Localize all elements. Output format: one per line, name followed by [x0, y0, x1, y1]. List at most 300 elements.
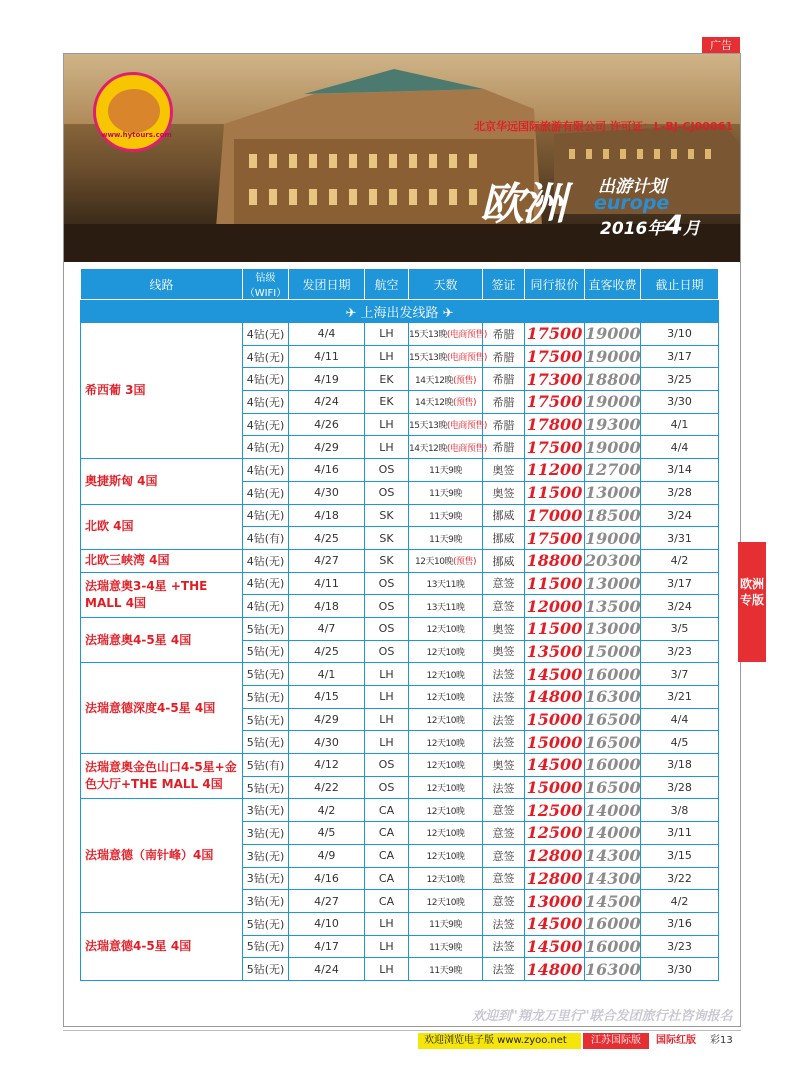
airline-code: CA — [365, 844, 409, 867]
footer-brand: 国际红版 — [656, 1035, 696, 1046]
section-row — [81, 300, 719, 323]
departure-date: 4/22 — [289, 776, 365, 799]
visa-type: 奥签 — [483, 754, 525, 777]
diamond-level: 3钻(无) — [243, 844, 289, 867]
peer-price: 13500 — [525, 640, 585, 663]
route-name: 法瑞意德4-5星 4国 — [81, 912, 243, 980]
direct-price: 13500 — [585, 596, 641, 616]
trip-days: 12天10晚 — [426, 761, 465, 772]
diamond-level: 3钻(无) — [243, 799, 289, 822]
ad-label: 广告 — [702, 37, 740, 54]
diamond-level: 4钻(无) — [243, 572, 289, 595]
airline-code: SK — [365, 549, 409, 572]
trip-length — [409, 527, 483, 550]
direct-price: 18800 — [585, 369, 641, 389]
peer-price: 17500 — [525, 527, 585, 550]
trip-length — [409, 754, 483, 777]
diamond-level: 3钻(无) — [243, 890, 289, 913]
deadline-date: 3/24 — [641, 595, 719, 618]
header-direct-price: 直客收费 — [585, 269, 641, 300]
diamond-level: 5钻(无) — [243, 935, 289, 958]
direct-price: 14000 — [585, 823, 641, 843]
deadline-date: 3/21 — [641, 686, 719, 709]
peer-price: 14500 — [525, 754, 585, 777]
diamond-level: 5钻(无) — [243, 640, 289, 663]
airline-code: EK — [365, 391, 409, 414]
peer-price: 15000 — [525, 776, 585, 799]
direct-price: 14000 — [585, 800, 641, 820]
diamond-level: 3钻(无) — [243, 822, 289, 845]
direct-price: 15000 — [585, 641, 641, 661]
peer-price: 11500 — [525, 617, 585, 640]
deadline-date: 4/4 — [641, 436, 719, 459]
diamond-level: 4钻(无) — [243, 391, 289, 414]
airline-code: LH — [365, 731, 409, 754]
presale-badge: (电商预售) — [446, 443, 487, 454]
trip-days: 12天10晚 — [426, 738, 465, 749]
trip-length — [409, 776, 483, 799]
direct-price: 16000 — [585, 755, 641, 775]
welcome-slogan: 欢迎到"翔龙万里行"联合发团旅行社咨询报名 — [472, 1009, 733, 1024]
trip-length — [409, 663, 483, 686]
trip-length — [409, 958, 483, 981]
departure-date: 4/24 — [289, 391, 365, 414]
trip-days: 13天11晚 — [426, 602, 465, 613]
direct-price: 13000 — [585, 619, 641, 639]
header-peer-price: 同行报价 — [525, 269, 585, 300]
table-row — [81, 572, 719, 595]
deadline-date: 4/5 — [641, 731, 719, 754]
tour-price-table — [80, 268, 719, 981]
departure-date: 4/30 — [289, 731, 365, 754]
table-header-row — [81, 269, 719, 300]
route-name: 北欧 4国 — [81, 504, 243, 549]
visa-type: 希腊 — [483, 368, 525, 391]
direct-price: 19300 — [585, 415, 641, 435]
table-row — [81, 459, 719, 482]
trip-days: 15天13晚 — [409, 330, 447, 341]
departure-date: 4/27 — [289, 890, 365, 913]
peer-price: 14800 — [525, 686, 585, 709]
table-row — [81, 617, 719, 640]
trip-days: 12天10晚 — [426, 625, 465, 636]
direct-price: 13000 — [585, 573, 641, 593]
title-europe-cn: 欧洲 — [480, 179, 564, 230]
visa-type: 法签 — [483, 686, 525, 709]
deadline-date: 4/2 — [641, 549, 719, 572]
peer-price: 12800 — [525, 867, 585, 890]
airline-code: LH — [365, 323, 409, 346]
deadline-date: 3/22 — [641, 867, 719, 890]
table-row — [81, 504, 719, 527]
visa-type: 意签 — [483, 572, 525, 595]
footer-page-number: 彩13 — [710, 1035, 733, 1046]
direct-price: 19000 — [585, 437, 641, 457]
company-license: 北京华远国际旅游有限公司 许可证：L-BJ-CJ00061 — [474, 120, 733, 133]
direct-price: 18500 — [585, 505, 641, 525]
diamond-level: 4钻(无) — [243, 481, 289, 504]
deadline-date: 3/8 — [641, 799, 719, 822]
direct-price: 14500 — [585, 891, 641, 911]
peer-price: 17500 — [525, 391, 585, 414]
trip-days: 11天9晚 — [429, 466, 462, 477]
deadline-date: 3/28 — [641, 481, 719, 504]
presale-badge: (预售) — [452, 398, 476, 409]
airline-code: LH — [365, 708, 409, 731]
trip-days: 12天10晚 — [426, 806, 465, 817]
visa-type: 法签 — [483, 663, 525, 686]
airline-code: OS — [365, 572, 409, 595]
deadline-date: 3/10 — [641, 323, 719, 346]
peer-price: 14500 — [525, 935, 585, 958]
departure-date: 4/29 — [289, 436, 365, 459]
diamond-level: 5钻(无) — [243, 731, 289, 754]
side-tab-europe-edition[interactable]: 欧洲专版 — [738, 542, 766, 662]
visa-type: 奥签 — [483, 481, 525, 504]
direct-price: 19000 — [585, 324, 641, 344]
table-row — [81, 754, 719, 777]
diamond-level: 4钻(无) — [243, 504, 289, 527]
deadline-date: 3/25 — [641, 368, 719, 391]
trip-length — [409, 686, 483, 709]
airline-code: LH — [365, 912, 409, 935]
airline-code: CA — [365, 867, 409, 890]
trip-days: 14天12晚 — [415, 398, 453, 409]
departure-date: 4/9 — [289, 844, 365, 867]
visa-type: 法签 — [483, 708, 525, 731]
departure-date: 4/30 — [289, 481, 365, 504]
peer-price: 14800 — [525, 958, 585, 981]
airline-code: LH — [365, 958, 409, 981]
airplane-icon: ✈ — [442, 305, 454, 321]
trip-length — [409, 822, 483, 845]
deadline-date: 4/2 — [641, 890, 719, 913]
diamond-level: 4钻(无) — [243, 345, 289, 368]
visa-type: 法签 — [483, 935, 525, 958]
trip-days: 11天9晚 — [429, 920, 462, 931]
visa-type: 挪威 — [483, 527, 525, 550]
airline-code: OS — [365, 754, 409, 777]
company-logo[interactable] — [93, 72, 173, 152]
visa-type: 希腊 — [483, 323, 525, 346]
visa-type: 奥签 — [483, 617, 525, 640]
airline-code: CA — [365, 799, 409, 822]
airline-code: OS — [365, 776, 409, 799]
deadline-date: 4/4 — [641, 708, 719, 731]
route-name: 法瑞意奥4-5星 4国 — [81, 617, 243, 662]
diamond-level: 4钻(无) — [243, 595, 289, 618]
departure-date: 4/7 — [289, 617, 365, 640]
peer-price: 17000 — [525, 504, 585, 527]
trip-days: 11天9晚 — [429, 489, 462, 500]
trip-days: 14天12晚 — [409, 443, 447, 454]
departure-date: 4/11 — [289, 345, 365, 368]
airline-code: CA — [365, 822, 409, 845]
trip-days: 11天9晚 — [429, 965, 462, 976]
visa-type: 意签 — [483, 867, 525, 890]
trip-days: 12天10晚 — [426, 670, 465, 681]
title-travel-plan: 出游计划 — [598, 177, 666, 197]
trip-length — [409, 912, 483, 935]
trip-days: 15天13晚 — [409, 421, 447, 432]
trip-length — [409, 617, 483, 640]
route-name: 法瑞意德（南针峰）4国 — [81, 799, 243, 912]
deadline-date: 3/17 — [641, 572, 719, 595]
route-name: 法瑞意奥3-4星 +THE MALL 4国 — [81, 572, 243, 617]
trip-days: 11天9晚 — [429, 942, 462, 953]
trip-length — [409, 640, 483, 663]
departure-date: 4/19 — [289, 368, 365, 391]
banner-title — [480, 168, 730, 258]
diamond-level: 4钻(无) — [243, 368, 289, 391]
airline-code: SK — [365, 527, 409, 550]
departure-date: 4/1 — [289, 663, 365, 686]
trip-length — [409, 391, 483, 414]
table-row — [81, 549, 719, 572]
route-name: 北欧三峡湾 4国 — [81, 549, 243, 572]
route-name: 法瑞意奥金色山口4-5星+金色大厅+THE MALL 4国 — [81, 754, 243, 799]
direct-price: 13000 — [585, 483, 641, 503]
airline-code: LH — [365, 413, 409, 436]
trip-length — [409, 890, 483, 913]
route-name: 法瑞意德深度4-5星 4国 — [81, 663, 243, 754]
trip-length — [409, 708, 483, 731]
deadline-date: 3/16 — [641, 912, 719, 935]
trip-days: 12天10晚 — [426, 897, 465, 908]
airplane-icon: ✈ — [345, 305, 357, 321]
diamond-level: 4钻(有) — [243, 527, 289, 550]
trip-length — [409, 595, 483, 618]
peer-price: 12500 — [525, 822, 585, 845]
deadline-date: 3/23 — [641, 640, 719, 663]
diamond-level: 5钻(无) — [243, 776, 289, 799]
header-visa: 签证 — [483, 269, 525, 300]
visa-type: 奥签 — [483, 459, 525, 482]
peer-price: 13000 — [525, 890, 585, 913]
header-diamond: 钻级（WIFI） — [243, 269, 289, 300]
direct-price: 19000 — [585, 392, 641, 412]
peer-price: 17500 — [525, 345, 585, 368]
departure-date: 4/5 — [289, 822, 365, 845]
trip-length — [409, 436, 487, 459]
diamond-level: 4钻(无) — [243, 459, 289, 482]
direct-price: 14300 — [585, 868, 641, 888]
presale-badge: (预售) — [452, 557, 476, 568]
airline-code: LH — [365, 663, 409, 686]
trip-days: 15天13晚 — [409, 353, 447, 364]
peer-price: 14500 — [525, 912, 585, 935]
trip-days: 12天10晚 — [426, 716, 465, 727]
peer-price: 12500 — [525, 799, 585, 822]
departure-date: 4/17 — [289, 935, 365, 958]
direct-price: 19000 — [585, 528, 641, 548]
trip-days: 12天10晚 — [426, 852, 465, 863]
deadline-date: 3/28 — [641, 776, 719, 799]
title-month-unit: 月 — [683, 219, 701, 239]
title-year: 2016年 — [600, 219, 665, 239]
diamond-level: 5钻(有) — [243, 754, 289, 777]
peer-price: 17800 — [525, 413, 585, 436]
visa-type: 法签 — [483, 958, 525, 981]
visa-type: 法签 — [483, 912, 525, 935]
route-name: 希西葡 3国 — [81, 323, 243, 459]
deadline-date: 3/11 — [641, 822, 719, 845]
airline-code: SK — [365, 504, 409, 527]
diamond-level: 5钻(无) — [243, 958, 289, 981]
deadline-date: 3/23 — [641, 935, 719, 958]
direct-price: 16500 — [585, 732, 641, 752]
departure-date: 4/18 — [289, 504, 365, 527]
peer-price: 17500 — [525, 436, 585, 459]
section-title: 上海出发线路 — [360, 305, 439, 321]
departure-date: 4/4 — [289, 323, 365, 346]
trip-days: 12天10晚 — [426, 647, 465, 658]
visa-type: 希腊 — [483, 391, 525, 414]
peer-price: 12000 — [525, 595, 585, 618]
deadline-date: 3/18 — [641, 754, 719, 777]
peer-price: 11500 — [525, 481, 585, 504]
airline-code: OS — [365, 595, 409, 618]
trip-days: 14天12晚 — [415, 375, 453, 386]
trip-days: 12天10晚 — [415, 557, 453, 568]
visa-type: 希腊 — [483, 345, 525, 368]
visa-type: 意签 — [483, 799, 525, 822]
route-name: 奥捷斯匈 4国 — [81, 459, 243, 504]
visa-type: 法签 — [483, 731, 525, 754]
departure-date: 4/16 — [289, 867, 365, 890]
diamond-level: 5钻(无) — [243, 708, 289, 731]
visa-type: 法签 — [483, 776, 525, 799]
visa-type: 意签 — [483, 890, 525, 913]
header-days: 天数 — [409, 269, 483, 300]
trip-length — [409, 572, 483, 595]
peer-price: 11500 — [525, 572, 585, 595]
presale-badge: (电商预售) — [446, 421, 487, 432]
footer-browse-link[interactable]: 欢迎浏览电子版 www.zyoo.net — [418, 1033, 581, 1049]
airline-code: LH — [365, 686, 409, 709]
deadline-date: 3/30 — [641, 391, 719, 414]
peer-price: 18800 — [525, 549, 585, 572]
airline-code: EK — [365, 368, 409, 391]
visa-type: 希腊 — [483, 413, 525, 436]
trip-days: 12天10晚 — [426, 874, 465, 885]
trip-length — [409, 844, 483, 867]
deadline-date: 3/17 — [641, 345, 719, 368]
airline-code: OS — [365, 617, 409, 640]
diamond-level: 4钻(无) — [243, 413, 289, 436]
trip-days: 11天9晚 — [429, 511, 462, 522]
trip-length — [409, 504, 483, 527]
direct-price: 16500 — [585, 710, 641, 730]
diamond-level: 5钻(无) — [243, 663, 289, 686]
diamond-level: 5钻(无) — [243, 912, 289, 935]
trip-length — [409, 368, 483, 391]
diamond-level: 4钻(无) — [243, 549, 289, 572]
header-date: 发团日期 — [289, 269, 365, 300]
departure-date: 4/27 — [289, 549, 365, 572]
trip-length — [409, 799, 483, 822]
airline-code: OS — [365, 640, 409, 663]
departure-date: 4/18 — [289, 595, 365, 618]
logo-url: www.hytours.com — [101, 131, 172, 139]
trip-length — [409, 731, 483, 754]
table-row — [81, 799, 719, 822]
departure-date: 4/2 — [289, 799, 365, 822]
trip-days: 11天9晚 — [429, 534, 462, 545]
departure-date: 4/24 — [289, 958, 365, 981]
presale-badge: (预售) — [452, 375, 476, 386]
deadline-date: 3/5 — [641, 617, 719, 640]
direct-price: 16300 — [585, 959, 641, 979]
peer-price: 12800 — [525, 844, 585, 867]
departure-date: 4/12 — [289, 754, 365, 777]
peer-price: 14500 — [525, 663, 585, 686]
trip-length — [409, 481, 483, 504]
deadline-date: 4/1 — [641, 413, 719, 436]
direct-price: 16000 — [585, 914, 641, 934]
deadline-date: 3/7 — [641, 663, 719, 686]
footer-divider — [63, 1030, 741, 1031]
departure-date: 4/10 — [289, 912, 365, 935]
peer-price: 15000 — [525, 708, 585, 731]
table-row — [81, 663, 719, 686]
title-month: 4 — [664, 210, 684, 241]
direct-price: 19000 — [585, 347, 641, 367]
footer-edition: 江苏国际版 — [583, 1033, 649, 1049]
visa-type: 挪威 — [483, 504, 525, 527]
departure-date: 4/25 — [289, 640, 365, 663]
direct-price: 16500 — [585, 778, 641, 798]
trip-length — [409, 413, 487, 436]
airline-code: LH — [365, 935, 409, 958]
table-row — [81, 912, 719, 935]
deadline-date: 3/31 — [641, 527, 719, 550]
airline-code: OS — [365, 481, 409, 504]
peer-price: 17300 — [525, 368, 585, 391]
trip-days: 12天10晚 — [426, 693, 465, 704]
header-deadline: 截止日期 — [641, 269, 719, 300]
departure-date: 4/25 — [289, 527, 365, 550]
visa-type: 意签 — [483, 822, 525, 845]
direct-price: 16000 — [585, 936, 641, 956]
direct-price: 16000 — [585, 664, 641, 684]
trip-days: 13天11晚 — [426, 579, 465, 590]
departure-date: 4/11 — [289, 572, 365, 595]
trip-length — [409, 459, 483, 482]
visa-type: 奥签 — [483, 640, 525, 663]
visa-type: 意签 — [483, 844, 525, 867]
direct-price: 14300 — [585, 846, 641, 866]
header-airline: 航空 — [365, 269, 409, 300]
header-route: 线路 — [81, 269, 243, 300]
deadline-date: 3/30 — [641, 958, 719, 981]
departure-date: 4/26 — [289, 413, 365, 436]
trip-days: 12天10晚 — [426, 784, 465, 795]
direct-price: 20300 — [585, 551, 641, 571]
airline-code: OS — [365, 459, 409, 482]
title-date — [600, 210, 700, 241]
trip-length — [409, 549, 483, 572]
direct-price: 12700 — [585, 460, 641, 480]
departure-date: 4/29 — [289, 708, 365, 731]
deadline-date: 3/24 — [641, 504, 719, 527]
section-cell — [81, 300, 719, 323]
trip-length — [409, 323, 487, 346]
deadline-date: 3/14 — [641, 459, 719, 482]
title-europe-en: europe — [594, 192, 670, 214]
peer-price: 15000 — [525, 731, 585, 754]
peer-price: 17500 — [525, 323, 585, 346]
